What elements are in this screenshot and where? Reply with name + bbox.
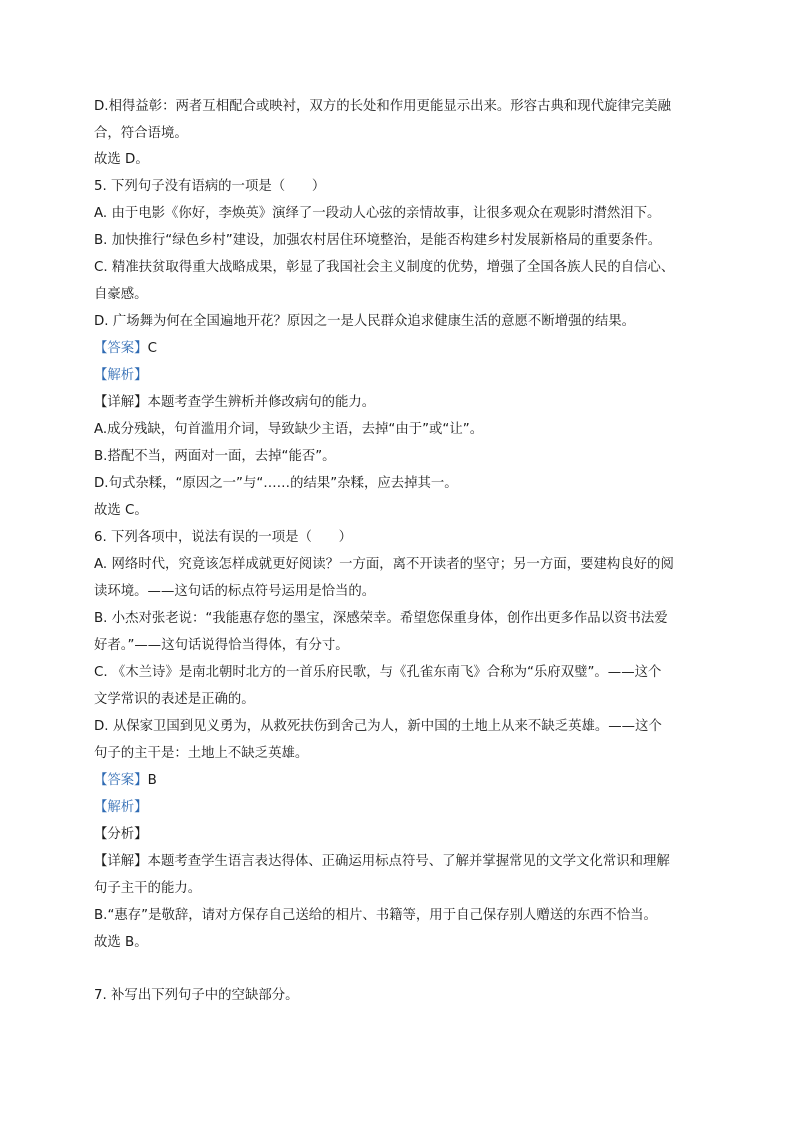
detail-line: 【详解】本题考查学生语言表达得体、正确运用标点符号、了解并掌握常见的文学文化常识和理解 [94, 854, 670, 869]
fenxi-tag: 【分析】 [94, 827, 148, 842]
question-5-option-b: B. 加快推行“绿色乡村”建设，加强农村居住环境整治，是能否构建乡村发展新格局的重要条件。 [94, 233, 662, 248]
question-5-option-d: D. 广场舞为何在全国遍地开花？原因之一是人民群众追求健康生活的意愿不断增强的结果。 [94, 314, 636, 329]
text-line: 合，符合语境。 [94, 126, 188, 141]
question-6-option-c: C. 《木兰诗》是南北朝时北方的一首乐府民歌，与《孔雀东南飞》合称为“乐府双璧”。——这个 [94, 665, 662, 680]
text-line: 自豪感。 [94, 287, 148, 302]
detail-line: 【详解】本题考查学生辨析并修改病句的能力。 [94, 395, 376, 410]
text-line: 故选 C。 [94, 503, 148, 518]
text-line: 句子的主干是：土地上不缺乏英雄。 [94, 746, 309, 761]
answer-tag: 【答案】 [94, 341, 148, 356]
text-line: 文学常识的表述是正确的。 [94, 692, 255, 707]
answer-tag: 【答案】 [94, 773, 148, 788]
answer-value: B [147, 773, 157, 788]
answer-line-6 [94, 773, 157, 789]
text-line: 故选 B。 [94, 935, 148, 950]
question-6-option-b: B. 小杰对张老说：“我能惠存您的墨宝，深感荣幸。希望您保重身体，创作出更多作品以资书法爱 [94, 611, 668, 626]
question-7-stem: 7. 补写出下列句子中的空缺部分。 [94, 988, 299, 1003]
analysis-line-6 [94, 800, 148, 816]
text-line: A.成分残缺，句首滥用介词，导致缺少主语，去掉“由于”或“让”。 [94, 422, 484, 437]
fenxi-line-6 [94, 827, 148, 843]
text-line: D.句式杂糅，“原因之一”与“……的结果”杂糅，应去掉其一。 [94, 476, 458, 491]
question-5-option-c: C. 精准扶贫取得重大战略成果，彰显了我国社会主义制度的优势，增强了全国各族人民的自信心、 [94, 260, 675, 275]
text-line: 读环境。——这句话的标点符号运用是恰当的。 [94, 584, 376, 599]
answer-line-5 [94, 341, 157, 357]
question-6-stem: 6. 下列各项中，说法有误的一项是（ ） [94, 530, 353, 545]
answer-value: C [147, 341, 157, 356]
analysis-line-5 [94, 368, 148, 384]
analysis-tag: 【解析】 [94, 800, 148, 815]
analysis-tag: 【解析】 [94, 368, 148, 383]
text-line: B.“惠存”是敬辞，请对方保存自己送给的相片、书籍等，用于自己保存别人赠送的东西不恰当。 [94, 908, 657, 923]
text-line: 好者。”——这句话说得恰当得体，有分寸。 [94, 638, 349, 653]
question-5-stem: 5. 下列句子没有语病的一项是（ ） [94, 179, 326, 194]
question-5-option-a: A. 由于电影《你好，李焕英》演绎了一段动人心弦的亲情故事，让很多观众在观影时潸然泪下。 [94, 206, 661, 221]
text-line: 故选 D。 [94, 152, 149, 167]
question-6-option-a: A. 网络时代，究竟该怎样成就更好阅读？一方面，离不开读者的坚守；另一方面，要建构良好的阅 [94, 557, 674, 572]
question-6-option-d: D. 从保家卫国到见义勇为，从救死扶伤到舍己为人，新中国的土地上从来不缺乏英雄。——这个 [94, 719, 662, 734]
text-line: D.相得益彰：两者互相配合或映衬，双方的长处和作用更能显示出来。形容古典和现代旋律完美融 [94, 99, 671, 114]
text-line: 句子主干的能力。 [94, 881, 202, 896]
text-line: B.搭配不当，两面对一面，去掉“能否”。 [94, 449, 336, 464]
